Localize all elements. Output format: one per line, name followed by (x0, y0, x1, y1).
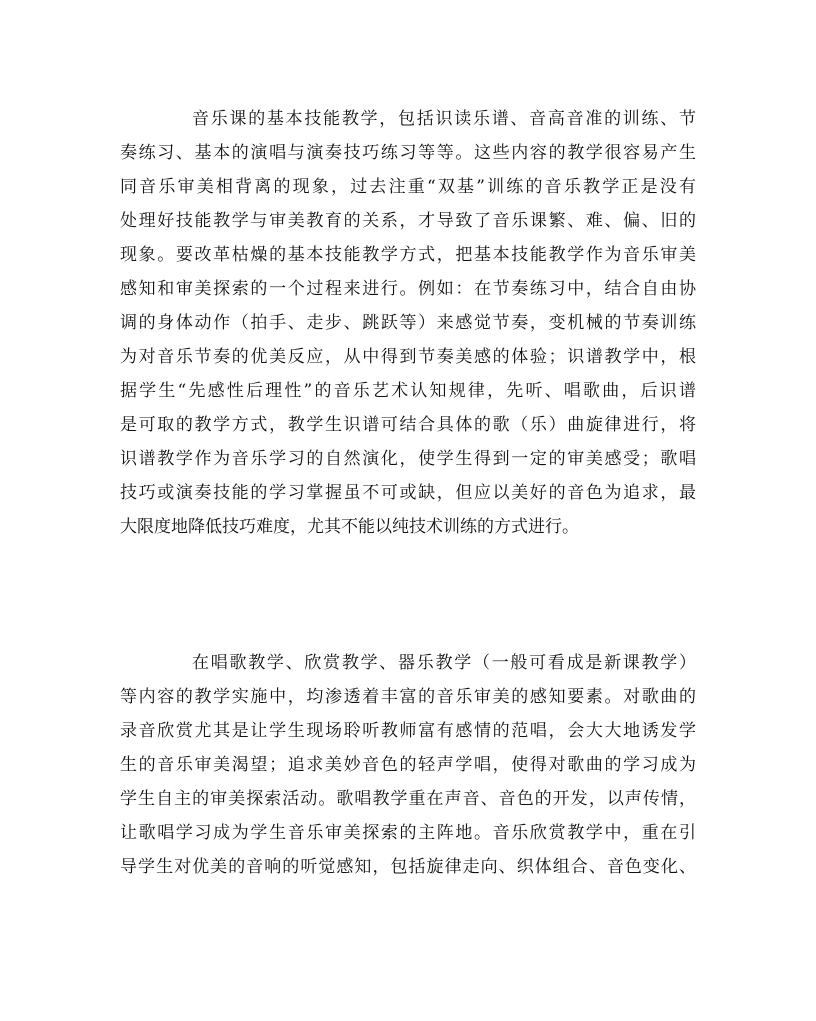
paragraph-line: 处理好技能教学与审美教育的关系，才导致了音乐课繁、难、偏、旧的 (120, 211, 696, 231)
paragraph-line: 现象。要改革枯燥的基本技能教学方式，把基本技能教学作为音乐审美 (120, 245, 696, 265)
paragraph-line: 大限度地降低技巧难度，尤其不能以纯技术训练的方式进行。 (120, 517, 579, 537)
paragraph-line: 录音欣赏尤其是让学生现场聆听教师富有感情的范唱，会大大地诱发学 (120, 721, 696, 741)
paragraph-line: 同音乐审美相背离的现象，过去注重“双基”训练的音乐教学正是没有 (120, 177, 696, 197)
paragraph-1 (120, 102, 696, 544)
paragraph-2 (120, 646, 696, 884)
paragraph-line: 感知和审美探索的一个过程来进行。例如：在节奏练习中，结合自由协 (120, 279, 696, 299)
paragraph-line: 是可取的教学方式，教学生识谱可结合具体的歌（乐）曲旋律进行，将 (120, 415, 696, 435)
paragraph-line: 据学生“先感性后理性”的音乐艺术认知规律，先听、唱歌曲，后识谱 (120, 381, 696, 401)
paragraph-line: 生的音乐审美渴望；追求美妙音色的轻声学唱，使得对歌曲的学习成为 (120, 755, 696, 775)
paragraph-line: 奏练习、基本的演唱与演奏技巧练习等等。这些内容的教学很容易产生 (120, 143, 696, 163)
paragraph-line: 技巧或演奏技能的学习掌握虽不可或缺，但应以美好的音色为追求，最 (120, 483, 696, 503)
paragraph-line: 导学生对优美的音响的听觉感知，包括旋律走向、织体组合、音色变化、 (120, 857, 696, 877)
paragraph-line: 学生自主的审美探索活动。歌唱教学重在声音、音色的开发，以声传情， (120, 789, 696, 809)
paragraph-line: 在唱歌教学、欣赏教学、器乐教学（一般可看成是新课教学） (192, 653, 696, 673)
paragraph-line: 音乐课的基本技能教学，包括识读乐谱、音高音准的训练、节 (192, 109, 696, 129)
paragraph-line: 识谱教学作为音乐学习的自然演化，使学生得到一定的审美感受；歌唱 (120, 449, 696, 469)
paragraph-line: 为对音乐节奏的优美反应，从中得到节奏美感的体验；识谱教学中，根 (120, 347, 696, 367)
paragraph-line: 等内容的教学实施中，均渗透着丰富的音乐审美的感知要素。对歌曲的 (120, 687, 696, 707)
paragraph-line: 让歌唱学习成为学生音乐审美探索的主阵地。音乐欣赏教学中，重在引 (120, 823, 696, 843)
paragraph-line: 调的身体动作（拍手、走步、跳跃等）来感觉节奏，变机械的节奏训练 (120, 313, 696, 333)
